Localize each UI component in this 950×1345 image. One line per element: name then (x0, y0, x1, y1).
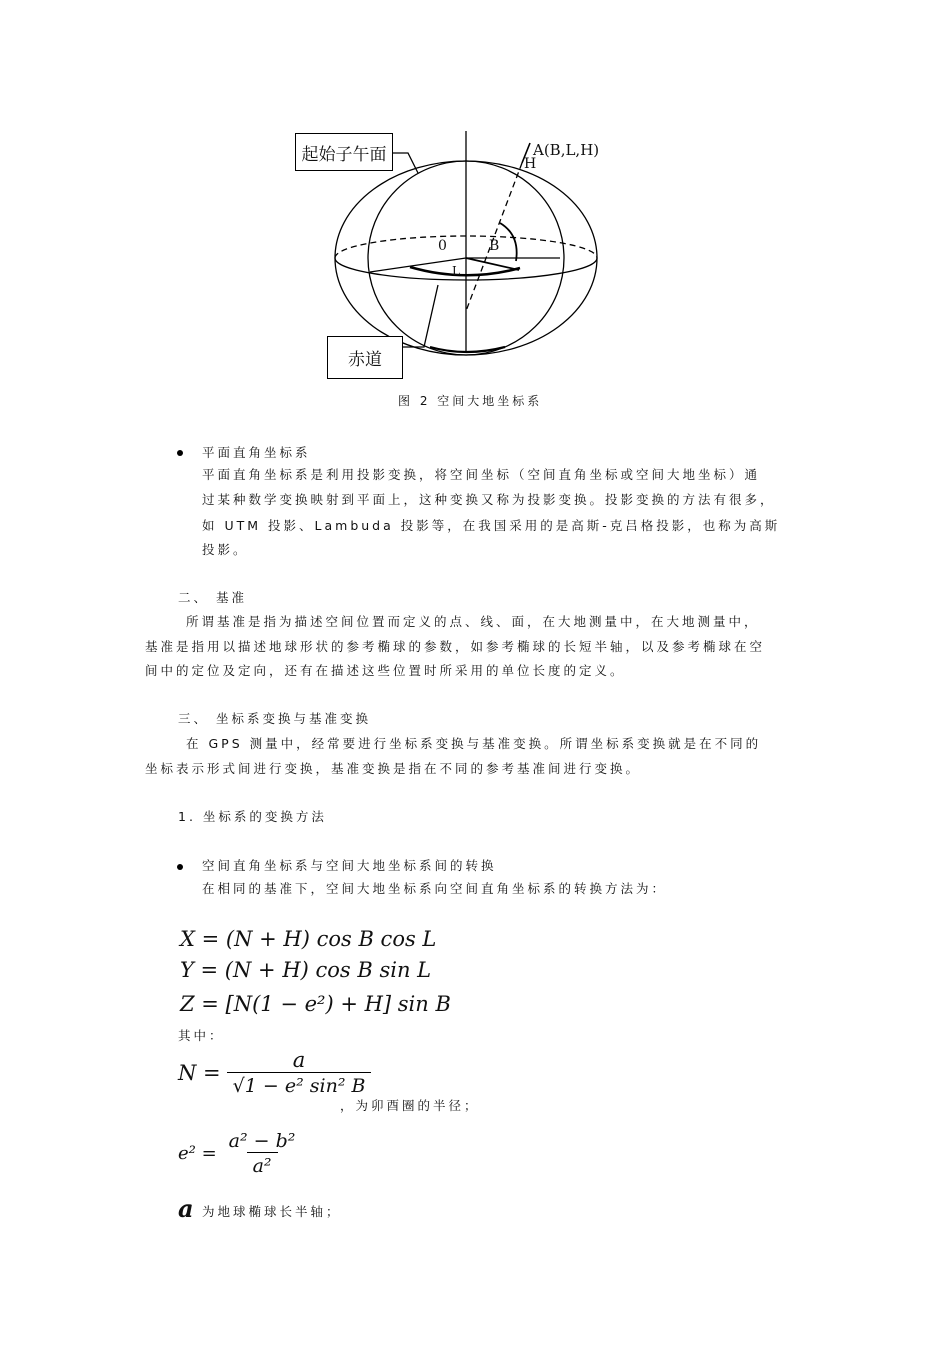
formula-e (178, 1130, 301, 1177)
plane-line-2: 过某种数学变换映射到平面上，这种变换又称为投影变换。投影变换的方法有很多， (202, 492, 776, 507)
formula-n-denominator: √1 − e² sin² B (227, 1072, 372, 1097)
subsection-1-title: 1. 坐标系的变换方法 (178, 809, 327, 824)
formula-e-denominator: a² (247, 1152, 278, 1177)
semi-major-description: 为地球椭球长半轴； (202, 1204, 342, 1219)
conversion-title: 空间直角坐标系与空间大地坐标系间的转换 (202, 858, 497, 873)
formula-y: Y = (N + H) cos B sin L (180, 958, 432, 982)
semi-major-symbol: a (178, 1194, 194, 1223)
bullet-conversion (177, 864, 183, 870)
height-label: H (524, 156, 537, 172)
section-2-line-1: 所谓基准是指为描述空间位置而定义的点、线、面，在大地测量中，在大地测量中， (186, 614, 760, 629)
section-3-title: 三、 坐标系变换与基准变换 (178, 711, 371, 726)
formula-z: Z = [N(1 − e²) + H] sin B (180, 992, 451, 1016)
longitude-label: L (452, 264, 460, 278)
section-3-line-1: 在 GPS 测量中，经常要进行坐标系变换与基准变换。所谓坐标系变换就是在不同的 (186, 736, 762, 751)
section-2-line-3: 间中的定位及定向，还有在描述这些位置时所采用的单位长度的定义。 (145, 663, 626, 678)
formula-e-fraction (223, 1130, 302, 1177)
formula-n-fraction (227, 1048, 372, 1097)
formula-e-lhs: e² = (178, 1143, 217, 1164)
section-2-line-2: 基准是指用以描述地球形状的参考椭球的参数，如参考椭球的长短半轴，以及参考椭球在空 (145, 639, 766, 654)
point-label: A(B,L,H) (533, 141, 600, 159)
figure-caption: 图 2 空间大地坐标系 (398, 394, 543, 408)
plane-title: 平面直角坐标系 (202, 445, 311, 460)
plane-line-1: 平面直角坐标系是利用投影变换，将空间坐标（空间直角坐标或空间大地坐标）通 (202, 467, 761, 482)
formula-n-numerator: a (292, 1048, 306, 1072)
formula-e-numerator: a² − b² (228, 1130, 296, 1152)
conversion-intro: 在相同的基准下，空间大地坐标系向空间直角坐标系的转换方法为： (202, 881, 668, 896)
meridian-label: 起始子午面 (301, 144, 387, 165)
latitude-label: B (489, 238, 500, 254)
formula-n (178, 1048, 371, 1097)
equator-label: 赤道 (348, 350, 382, 370)
plane-line-4: 投影。 (202, 542, 249, 557)
where-label: 其中： (178, 1028, 225, 1043)
formula-n-lhs: N = (178, 1060, 221, 1085)
formula-n-description: ，为卯酉圈的半径； (340, 1098, 480, 1113)
formula-x: X = (N + H) cos B cos L (180, 927, 437, 951)
origin-label: 0 (438, 238, 447, 254)
equator-label-box (327, 336, 403, 379)
plane-line-3: 如 UTM 投影、Lambuda 投影等，在我国采用的是高斯-克吕格投影，也称为高斯 (202, 518, 781, 533)
meridian-label-box (295, 133, 393, 171)
section-2-title: 二、 基准 (178, 590, 247, 605)
section-3-line-2: 坐标表示形式间进行变换，基准变换是指在不同的参考基准间进行变换。 (145, 761, 642, 776)
bullet-plane (177, 450, 183, 456)
